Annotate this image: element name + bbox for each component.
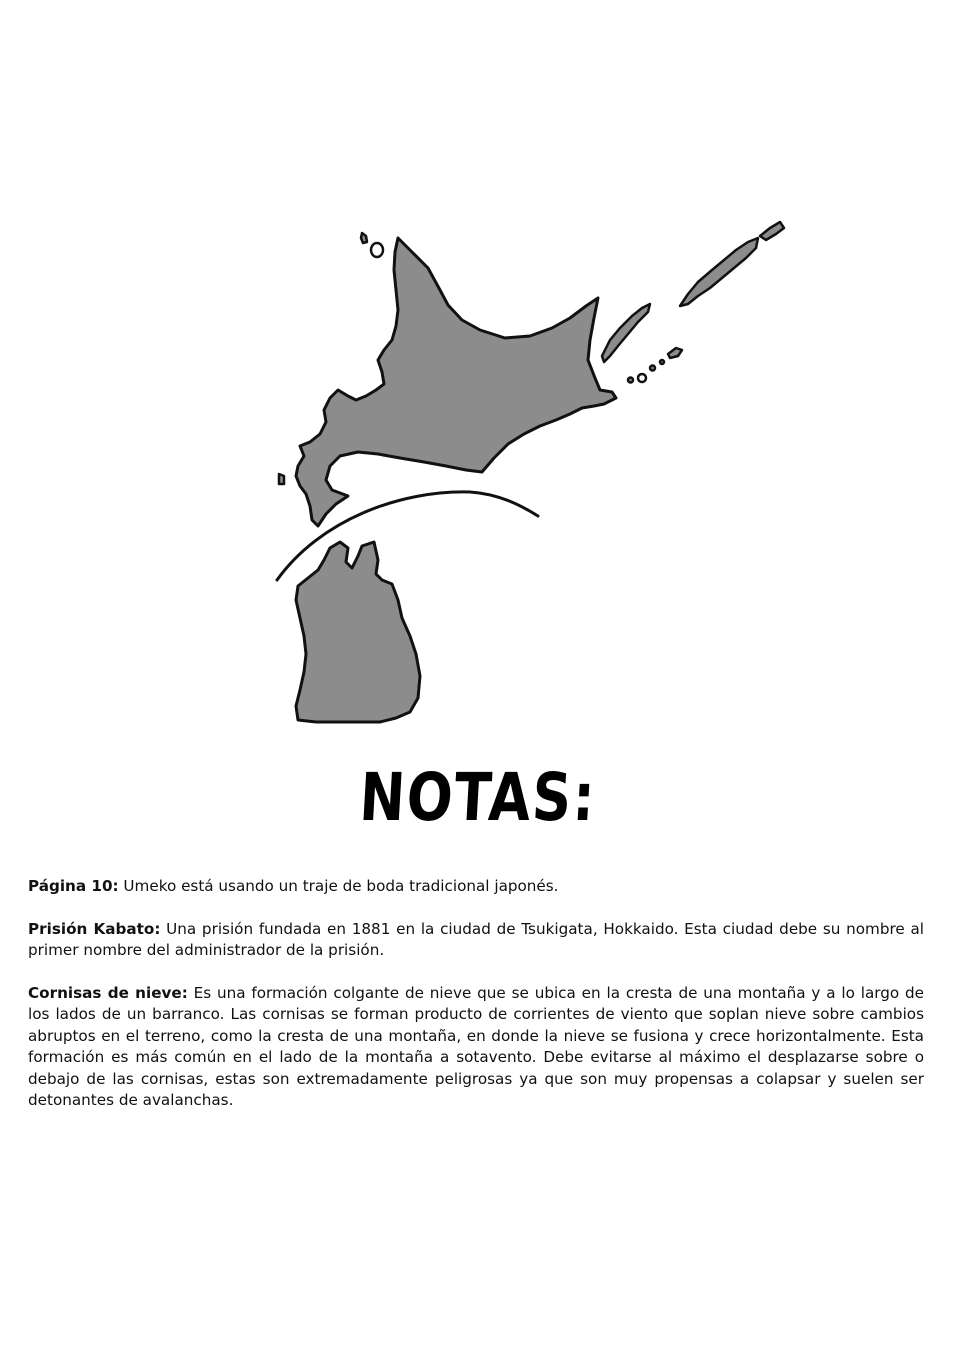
rebun-island: [361, 233, 367, 243]
habomai-island-1: [638, 374, 646, 382]
note-item: [28, 876, 924, 898]
note-item: [28, 983, 924, 1112]
rishiri-island: [371, 243, 383, 257]
note-label: Prisión Kabato:: [28, 919, 161, 938]
note-text: Umeko está usando un traje de boda tradicional japonés.: [118, 877, 559, 895]
habomai-island-4: [660, 360, 664, 364]
notes-section: [28, 876, 924, 1133]
note-item: [28, 919, 924, 962]
kunashiri-island: [602, 304, 650, 362]
habomai-island-3: [650, 366, 655, 371]
note-text: Una prisión fundada en 1881 en la ciudad de Tsukigata, Hokkaido. Esta ciudad debe su nombre al primer nombre del administrador de la prisión.: [28, 919, 925, 959]
habomai-island-2: [628, 378, 633, 383]
honshu-north: [296, 542, 420, 722]
shikotan-island: [668, 348, 682, 358]
note-label: Cornisas de nieve:: [28, 983, 188, 1002]
urup-island: [760, 222, 784, 240]
note-label: Página 10:: [28, 877, 119, 895]
note-text: Es una formación colgante de nieve que se ubica en la cresta de una montaña y a lo largo de los lados de un barranco. Las cornisas se forman producto de corrientes de viento que soplan nieve sobre cambios abruptos en el terreno, como la cresta de una montaña, en donde la nieve se fusiona y crece horizontalmente. Esta formación es más común en el lado de la montaña a sotavento. Debe evitarse al máximo el desplazarse sobre o debajo de las cornisas, estas son extremadamente peligrosas ya que son muy propensas a colapsar y suelen ser detonantes de avalanchas.: [28, 983, 924, 1109]
iturup-island: [680, 238, 758, 306]
page-title: NOTAS:: [357, 759, 599, 836]
hokkaido-island: [296, 238, 616, 526]
okushiri-island: [279, 474, 284, 484]
